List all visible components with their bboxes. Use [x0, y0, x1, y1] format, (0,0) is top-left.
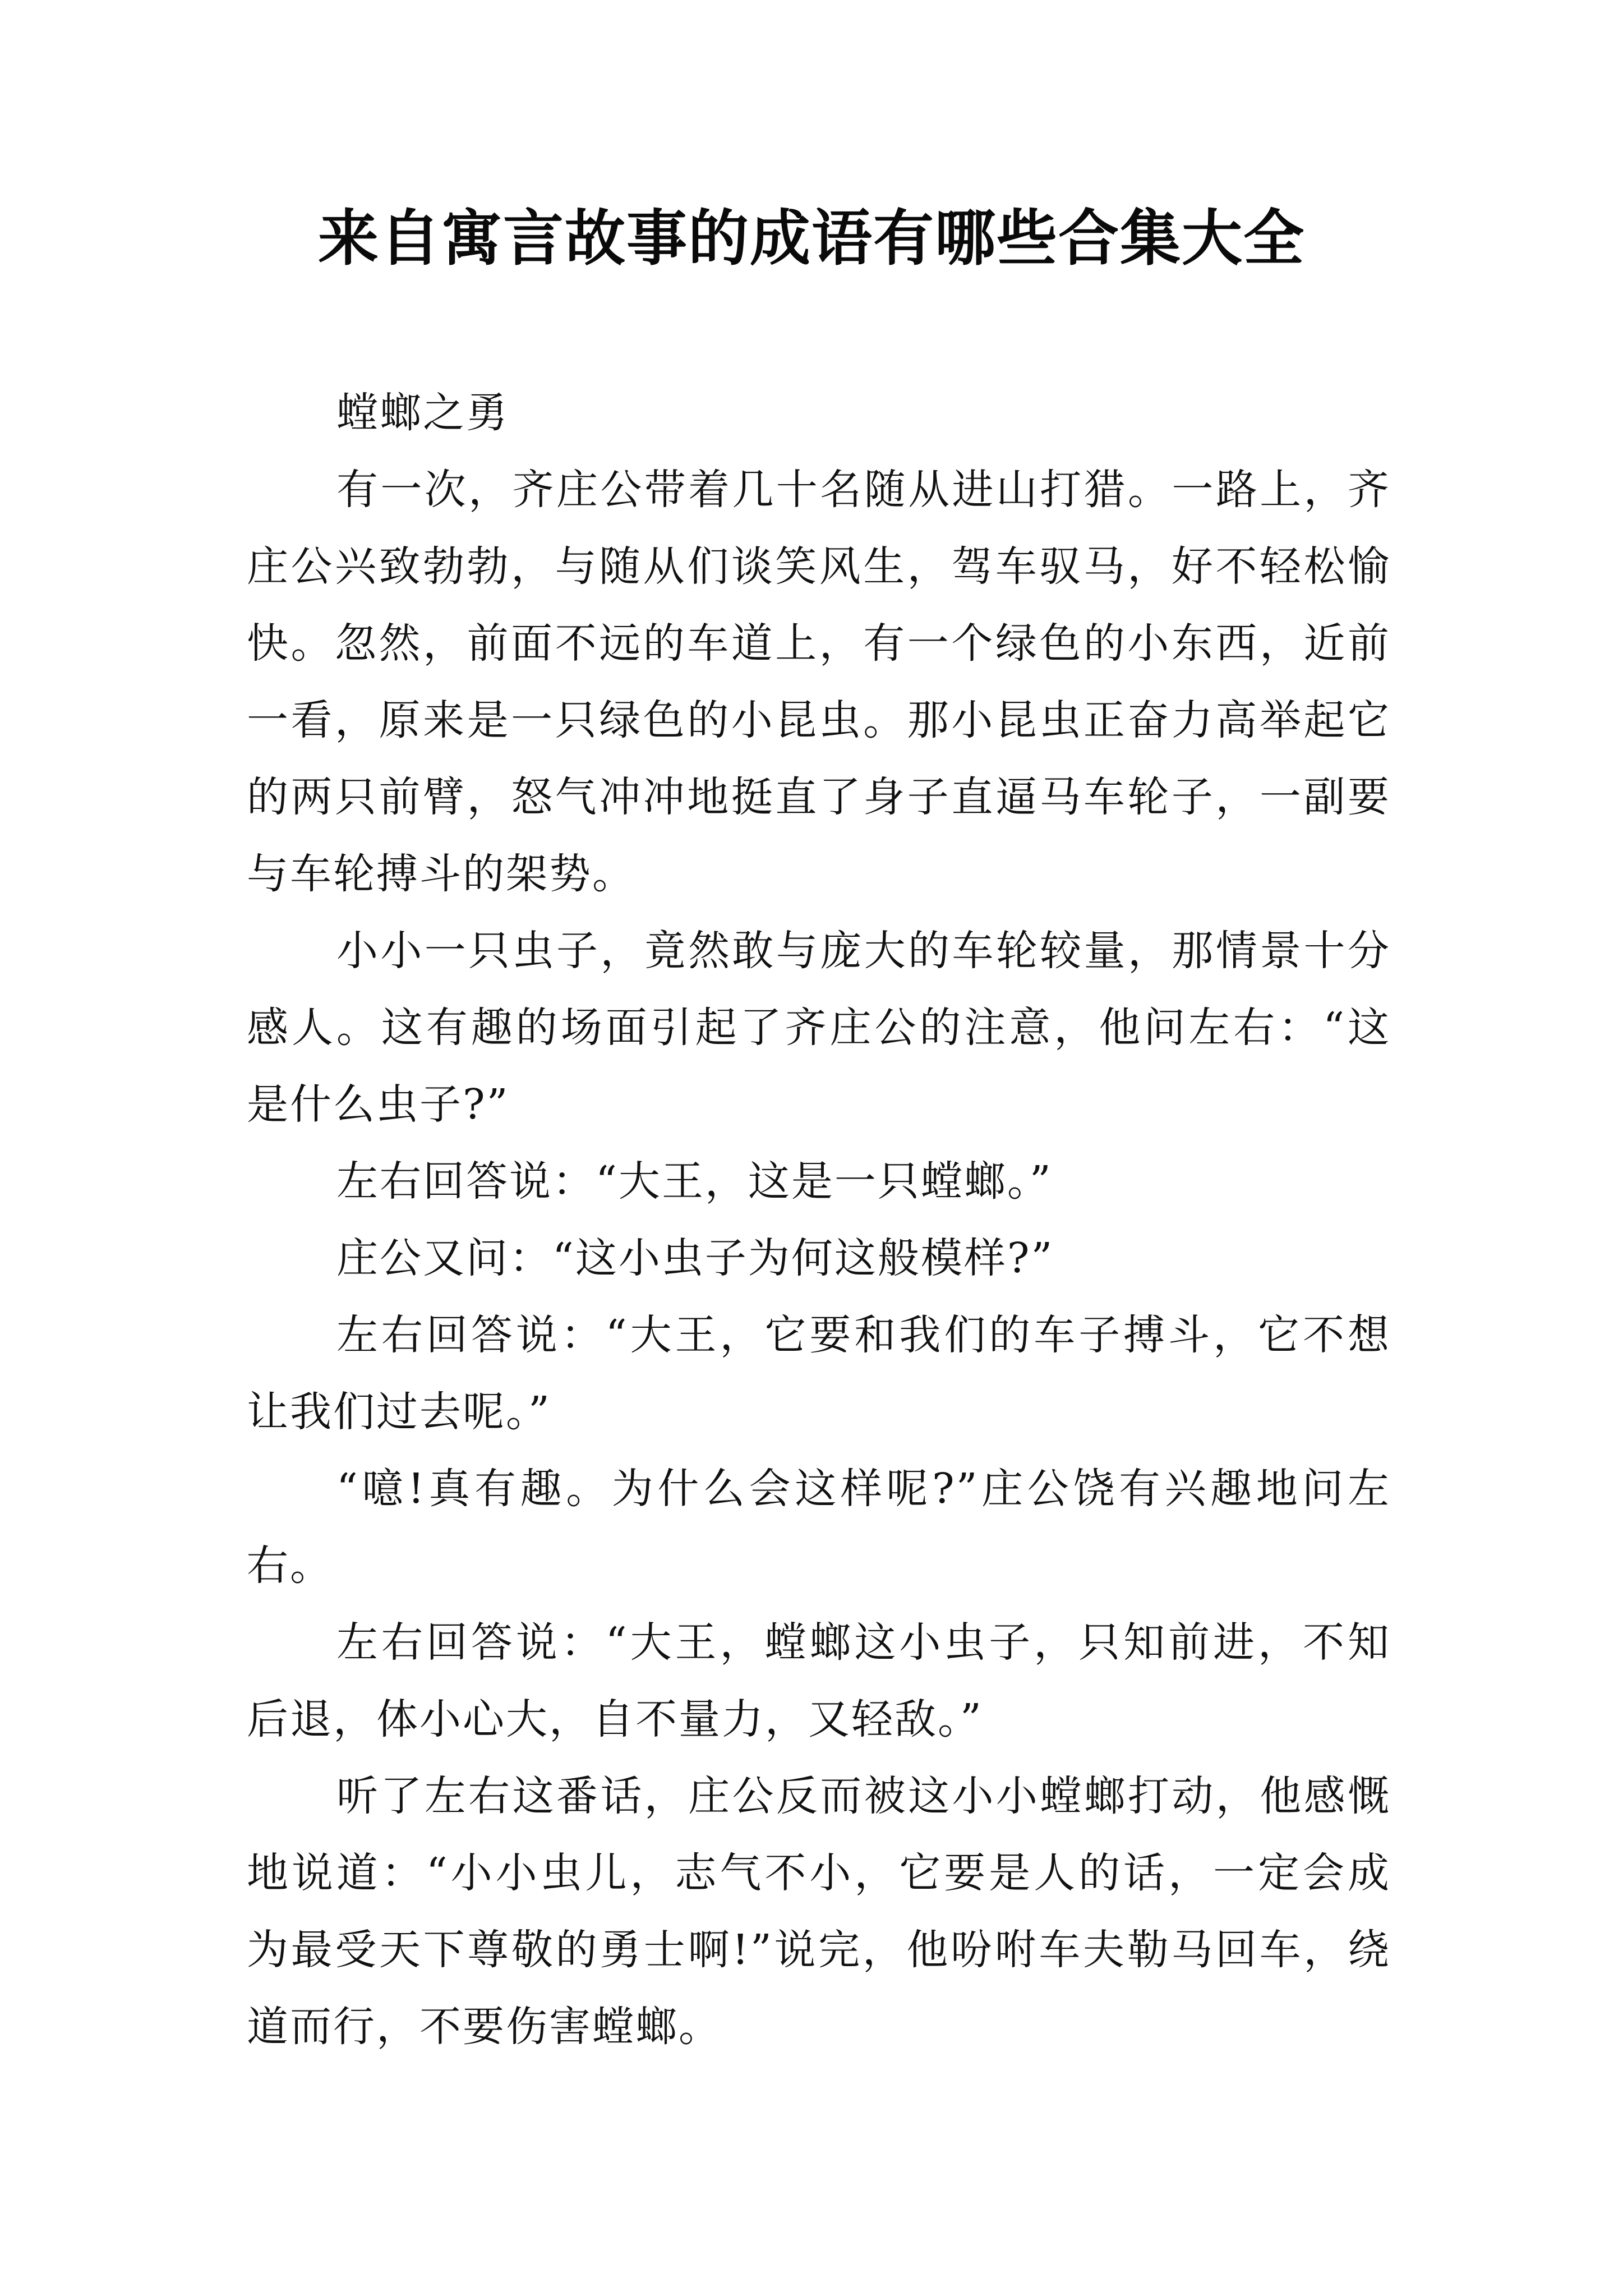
paragraph: 听了左右这番话，庄公反而被这小小螳螂打动，他感慨地说道：“小小虫儿，志气不小，它要是人的话，一定会成为最受天下尊敬的勇士啊!”说完，他吩咐车夫勒马回车，绕道而行，不要伤害螳螂。: [247, 1772, 1391, 2051]
section-heading: 螳螂之勇: [336, 389, 509, 437]
paragraph: 左右回答说：“大王，螳螂这小虫子，只知前进，不知后退，体小心大，自不量力，又轻敌。”: [247, 1618, 1391, 1743]
document-title: 来自寓言故事的成语有哪些合集大全: [317, 203, 1305, 274]
paragraph: “噫!真有趣。为什么会这样呢?”庄公饶有兴趣地问左右。: [247, 1465, 1391, 1590]
paragraph: 庄公又问：“这小虫子为何这般模样?”: [336, 1234, 1054, 1282]
paragraph: 有一次，齐庄公带着几十名随从进山打猎。一路上，齐庄公兴致勃勃，与随从们谈笑风生，驾车驭马，好不轻松愉快。忽然，前面不远的车道上，有一个绿色的小东西，近前一看，原来是一只绿色的小昆虫。那小昆虫正奋力高举起它的两只前臂，怒气冲冲地挺直了身子直逼马车轮子，一副要与车轮搏斗的架势。: [247, 466, 1391, 898]
paragraph: 左右回答说：“大王，它要和我们的车子搏斗，它不想让我们过去呢。”: [247, 1311, 1391, 1436]
paragraph: 小小一只虫子，竟然敢与庞大的车轮较量，那情景十分感人。这有趣的场面引起了齐庄公的注意，他问左右：“这是什么虫子?”: [247, 927, 1391, 1129]
paragraph: 左右回答说：“大王，这是一只螳螂。”: [336, 1157, 1053, 1205]
document-body: [247, 375, 1391, 2065]
